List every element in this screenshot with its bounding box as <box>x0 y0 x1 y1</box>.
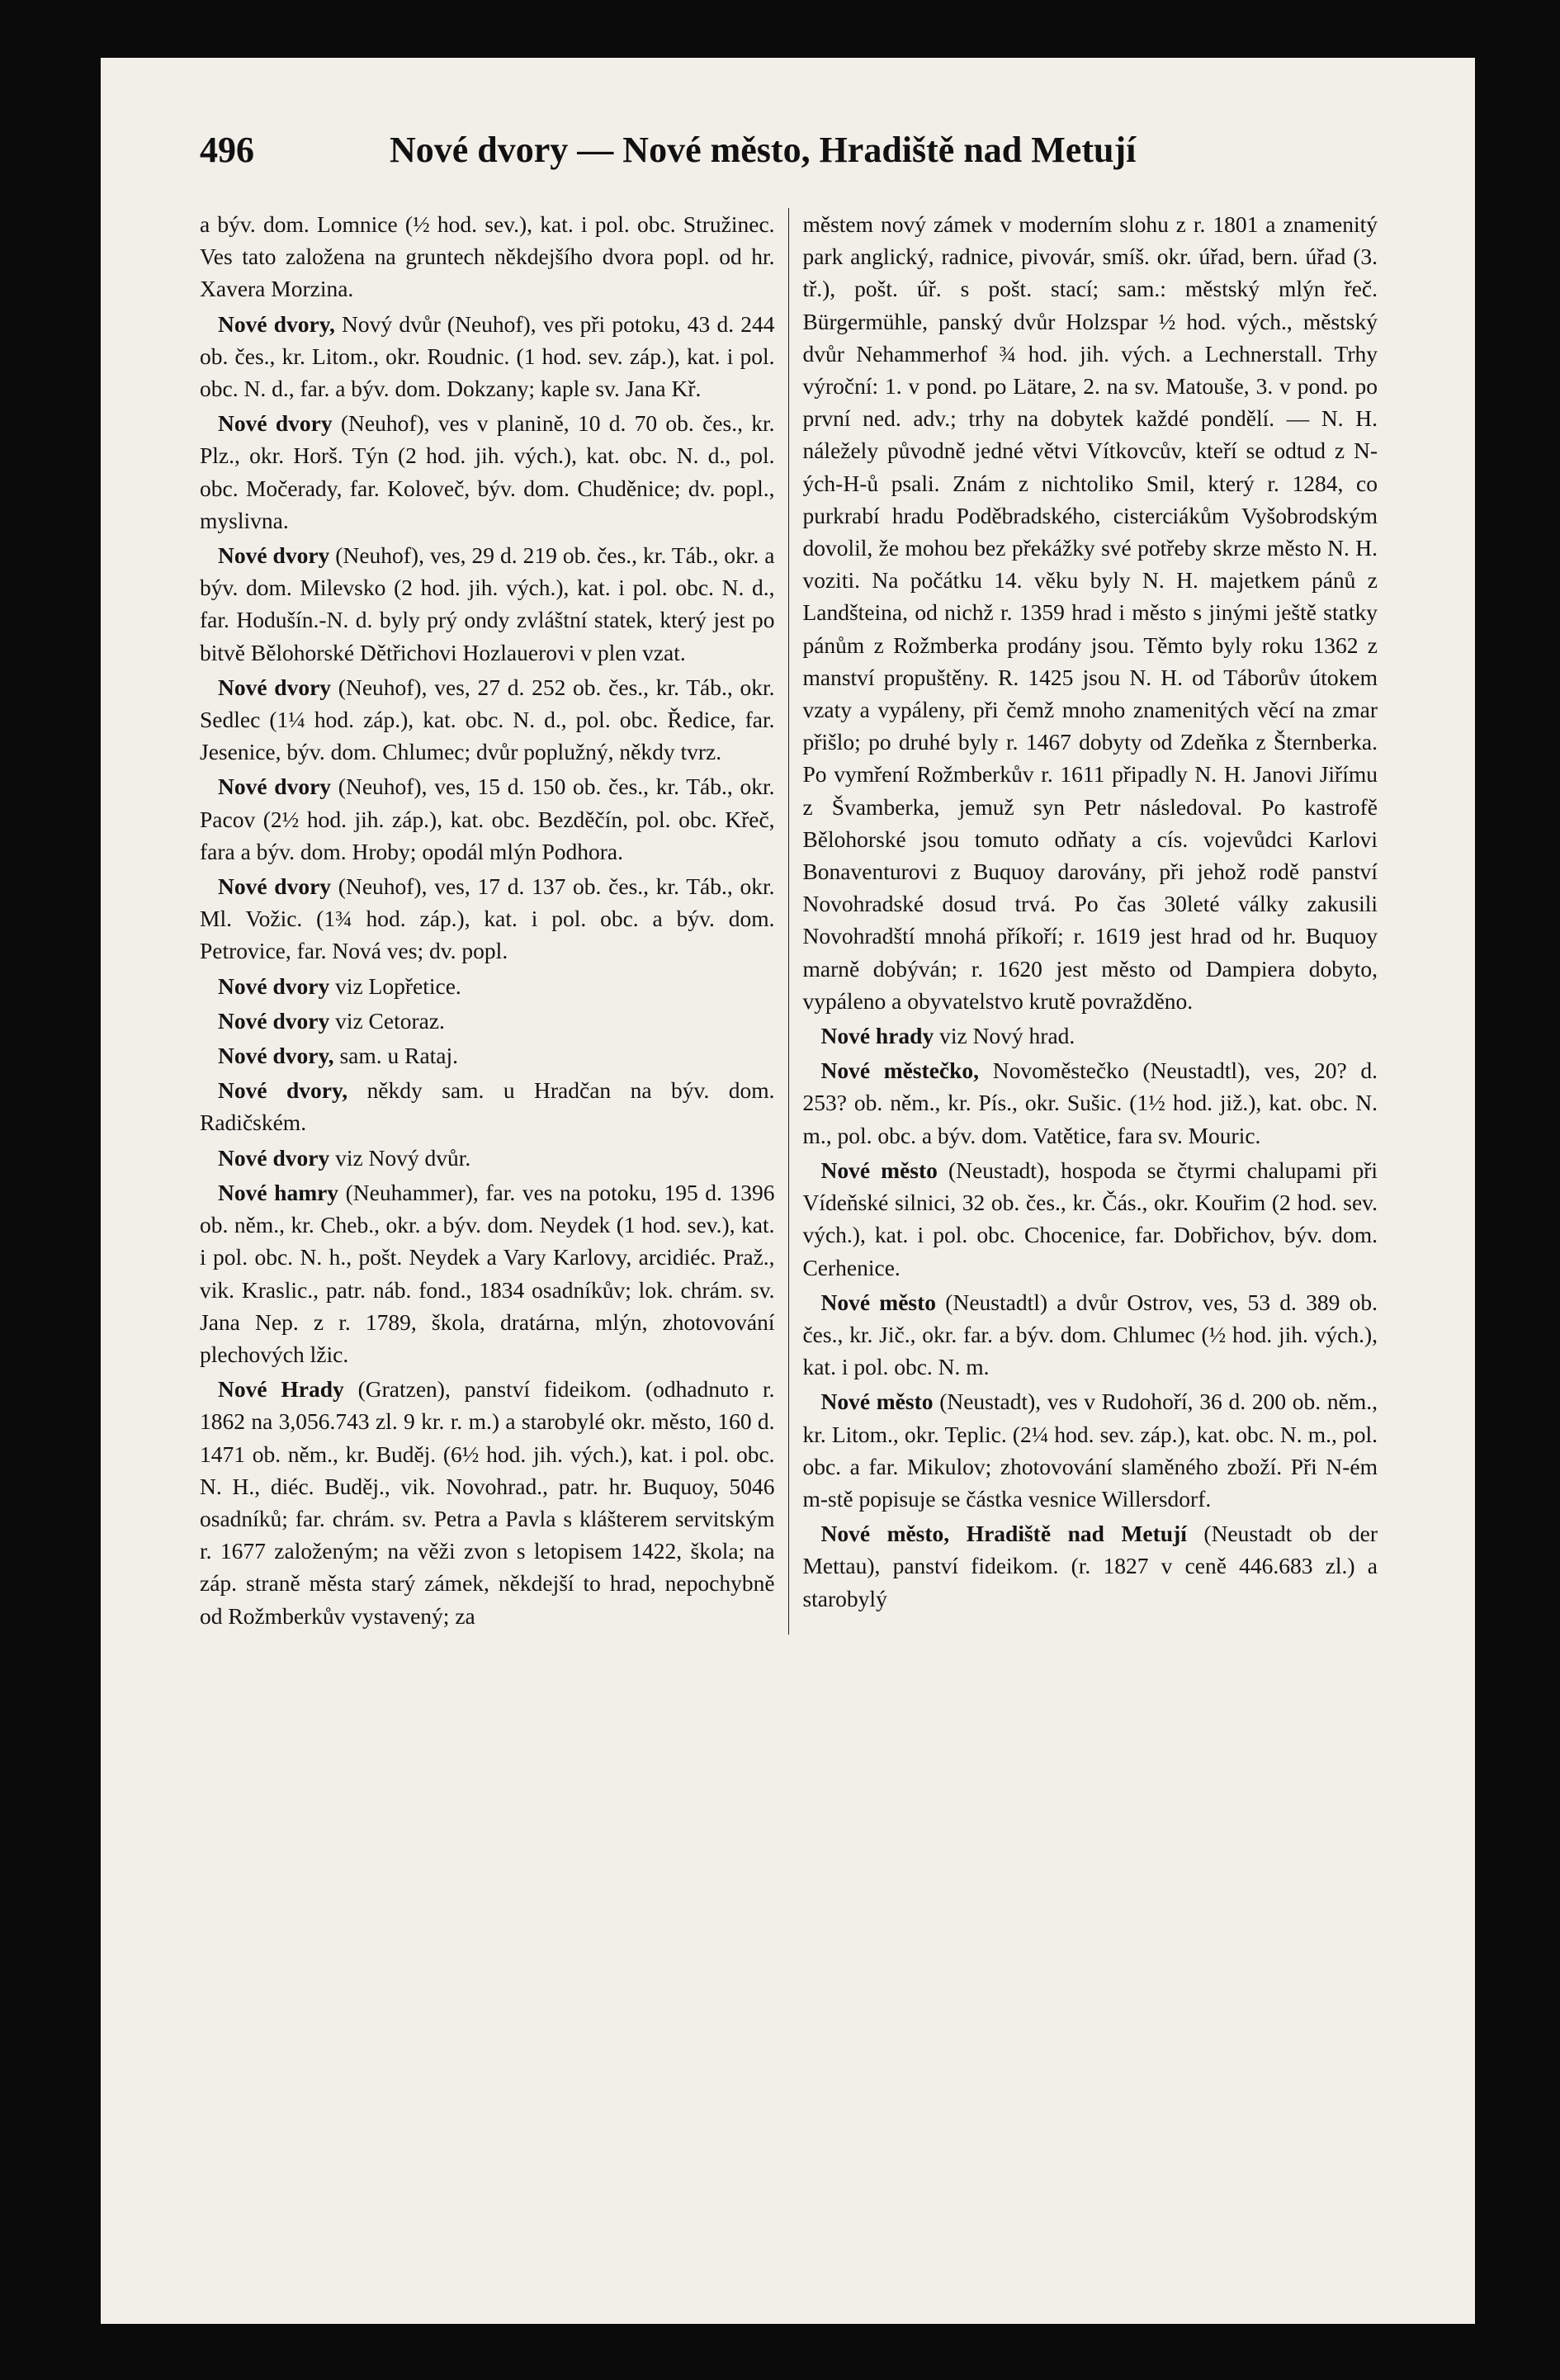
dictionary-entry <box>200 770 775 868</box>
entry-headword: Nové hamry <box>218 1179 339 1205</box>
dictionary-entry <box>200 1142 775 1174</box>
dictionary-entry <box>200 1176 775 1370</box>
entry-text: Novoměstečko (Neustadtl), ves, 20? d. 253? ob. něm., kr. Pís., okr. Sušic. (1½ hod. již.), kat. obc. N. m., pol. obc. a býv. dom. Vatětice, fara sv. Mouric. <box>802 1058 1378 1148</box>
dictionary-entry <box>802 208 1378 1017</box>
entry-text: někdy sam. u Hradčan na býv. dom. Radičském. <box>200 1077 775 1136</box>
entry-text: (Neuhof), ves, 15 d. 150 ob. čes., kr. Táb., okr. Pacov (2½ hod. jih. záp.), kat. obc. Bezděčín, pol. obc. Křeč, fara a býv. dom. Hroby; opodál mlýn Podhora. <box>200 774 775 864</box>
dictionary-entry <box>200 1074 775 1138</box>
entry-headword: Nové městečko, <box>820 1058 980 1084</box>
right-column <box>794 208 1378 1635</box>
entry-headword: Nové dvory <box>218 873 332 900</box>
dictionary-entry <box>200 539 775 669</box>
entry-headword: Nové dvory <box>218 1144 330 1171</box>
dictionary-entry <box>802 1286 1378 1384</box>
entry-headword: Nové dvory <box>218 674 332 700</box>
entry-headword: Nové hrady <box>820 1023 934 1049</box>
entry-headword: Nové dvory, <box>218 1077 348 1104</box>
entry-text: městem nový zámek v moderním slohu z r. 1801 a znamenitý park anglický, radnice, pivovár, smíš. okr. úřad, bern. úřad (3. tř.), pošt. úř. s pošt. stací; sam.: městský mlýn řeč. Bürgermühle, panský dvůr Holzspar ½ hod. vých., městský dvůr Nehammerhof ¾ hod. jih. vých. a Lechnerstall. Trhy výroční: 1. v pond. po Lätare, 2. na sv. Matouše, 3. v pond. po první ned. adv.; trhy na dobytek každé pondělí. — N. H. náležely původně jedné větvi Vítkovcův, kteří se odtud z N-ých-H-ů psali. Znám z nichtoliko Smil, který r. 1284, co purkrabí hradu Poděbradského, cisterciákům Vyšobrodským dovolil, že mohou bez překážky své potřeby skrze město N. H. voziti. Na počátku 14. věku byly N. H. majetkem pánů z Landšteina, od nichž r. 1359 hrad i město s jinými ještě statky pánům z Rožmberka prodány jsou. Těmto byly roku 1362 z manství propuštěny. R. 1425 jsou N. H. od Táborův útokem vzaty a vypáleny, při čemž mnoho znamenitých věcí na zmar přišlo; po druhé byly r. 1467 dobyty od Zdeňka z Šternberka. Po vymření Rožmberkův r. 1611 připadly N. H. Janovi Jiřímu z Švamberka, jemuž syn Petr následoval. Po kastrofě Bělohorské jsou tomuto odňaty a cís. vojevůdci Karlovi Bonaventurovi z Buquoy darovány, při jehož rodě panství Novohradské dosud trvá. Po čas 30leté války zakusili Novohradští mnohá příkoří; r. 1619 jest hrad od hr. Buquoy marně dobýván; r. 1620 jest město od Dampiera dobyto, vypáleno a obyvatelstvo krutě povražděno. <box>802 211 1378 1014</box>
entry-headword: Nové město <box>820 1157 938 1183</box>
entry-text: (Neuhammer), far. ves na potoku, 195 d. 1396 ob. něm., kr. Cheb., okr. a býv. dom. Neydek (1 hod. sev.), kat. i pol. obc. N. h., pošt. Neydek a Vary Karlovy, arcidiéc. Praž., vik. Kraslic., patr. náb. fond., 1834 osadníkův; lok. chrám. sv. Jana Nep. z r. 1789, škola, dratárna, mlýn, zhotovování plechových lžic. <box>200 1179 775 1367</box>
entry-headword: Nové dvory <box>218 542 330 569</box>
book-page <box>101 58 1475 2324</box>
entry-text: (Neustadt ob der Mettau), panství fideikom. (r. 1827 v ceně 446.683 zl.) a starobylý <box>802 1521 1378 1611</box>
left-column <box>200 208 783 1635</box>
page-number: 496 <box>200 130 254 170</box>
dictionary-entry <box>802 1154 1378 1284</box>
dictionary-entry <box>200 407 775 537</box>
entry-headword: Nové dvory <box>218 972 330 999</box>
entry-text: (Neustadtl) a dvůr Ostrov, ves, 53 d. 389 ob. čes., kr. Jič., okr. far. a býv. dom. Chlumec (½ hod. jih. vých.), kat. i pol. obc. N. m. <box>802 1289 1378 1380</box>
entry-text: (Gratzen), panství fideikom. (odhadnuto r. 1862 na 3,056.743 zl. 9 kr. r. m.) a starobylé okr. město, 160 d. 1471 ob. něm., kr. Buděj. (6½ hod. jih. vých.), kat. i pol. obc. N. H., diéc. Buděj., vik. Novohrad., patr. hr. Buquoy, 5046 osadníků; far. chrám. sv. Petra a Pavla s klášterem servitským r. 1677 založeným; na věži zvon s letopisem 1422, škola; na záp. straně města starý zámek, někdejší to hrad, nepochybně od Rožmberkův vystavený; za <box>200 1376 775 1629</box>
entry-text: (Neuhof), ves, 17 d. 137 ob. čes., kr. Táb., okr. Ml. Vožic. (1¾ hod. záp.), kat. i pol. obc. a býv. dom. Petrovice, far. Nová ves; dv. popl. <box>200 873 775 964</box>
entry-text: (Neuhof), ves, 29 d. 219 ob. čes., kr. Táb., okr. a býv. dom. Milevsko (2 hod. jih. vých.), kat. i pol. obc. N. d., far. Hodušín.-N. d. byly prý ondy zvláštní statek, který jest po bitvě Bělohorské Dětřichovi Hozlauerovi v plen vzat. <box>200 542 775 665</box>
dictionary-entry <box>802 1054 1378 1152</box>
entry-text: (Neuhof), ves, 27 d. 252 ob. čes., kr. Táb., okr. Sedlec (1¼ hod. záp.), kat. obc. N. d., pol. obc. Ředice, far. Jesenice, býv. dom. Chlumec; dvůr poplužný, někdy tvrz. <box>200 674 775 765</box>
entry-headword: Nové dvory, <box>218 1043 334 1069</box>
dictionary-entry <box>200 870 775 968</box>
entry-headword: Nové dvory <box>218 774 332 800</box>
entry-headword: Nové dvory <box>218 410 333 437</box>
entry-text: Nový dvůr (Neuhof), ves při potoku, 43 d. 244 ob. čes., kr. Litom., okr. Roudnic. (1 hod. sev. záp.), kat. i pol. obc. N. d., far. a býv. dom. Dokzany; kaple sv. Jana Kř. <box>200 310 775 402</box>
dictionary-entry <box>802 1517 1378 1615</box>
dictionary-entry <box>200 1373 775 1632</box>
entry-text: (Neuhof), ves v planině, 10 d. 70 ob. čes., kr. Plz., okr. Horš. Týn (2 hod. jih. vých.), kat. obc. N. d., pol. obc. Močerady, far. Koloveč, býv. dom. Chuděnice; dv. popl., myslivna. <box>200 410 775 533</box>
dictionary-entry <box>802 1020 1378 1052</box>
entry-headword: Nové dvory <box>218 1007 330 1034</box>
entry-headword: Nové město <box>820 1289 937 1315</box>
entry-text: sam. u Rataj. <box>333 1043 459 1069</box>
entry-text: (Neustadt), hospoda se čtyrmi chalupami při Vídeňské silnici, 32 ob. čes., kr. Čás., okr. Kouřim (2 hod. sev. vých.), kat. i pol. obc. Chocenice, far. Dobřichov, býv. dom. Cerhenice. <box>802 1157 1378 1280</box>
entry-text: a býv. dom. Lomnice (½ hod. sev.), kat. i pol. obc. Stružinec. Ves tato založena na gruntech někdejšího dvora popl. od hr. Xavera Morzina. <box>200 211 775 302</box>
entry-headword: Nové město <box>820 1389 934 1415</box>
entry-text: (Neustadt), ves v Rudohoří, 36 d. 200 ob. něm., kr. Litom., okr. Teplic. (2¼ hod. sev. záp.), kat. obc. N. m., pol. obc. a far. Mikulov; zhotovování slaměného zboží. Při N-ém m-stě popisuje se částka vesnice Willersdorf. <box>802 1389 1378 1512</box>
dictionary-entry <box>200 208 775 305</box>
entry-text: viz Lopřetice. <box>329 972 461 999</box>
page-header <box>200 129 1378 208</box>
dictionary-entry <box>200 1005 775 1037</box>
entry-headword: Nové dvory, <box>218 310 335 337</box>
running-head: Nové dvory — Nové město, Hradiště nad Metují <box>390 130 1137 170</box>
dictionary-entry <box>200 1039 775 1072</box>
entry-text: viz Nový hrad. <box>934 1023 1075 1049</box>
entry-text: viz Cetoraz. <box>329 1007 445 1034</box>
dictionary-entry <box>200 970 775 1002</box>
entry-text: viz Nový dvůr. <box>329 1144 471 1171</box>
dictionary-entry <box>802 1385 1378 1515</box>
entry-headword: Nové město, Hradiště nad Metují <box>820 1521 1187 1547</box>
dictionary-entry <box>200 308 775 405</box>
entry-headword: Nové Hrady <box>218 1376 344 1403</box>
two-column-body <box>200 208 1378 1635</box>
column-divider <box>788 208 790 1635</box>
dictionary-entry <box>200 671 775 769</box>
